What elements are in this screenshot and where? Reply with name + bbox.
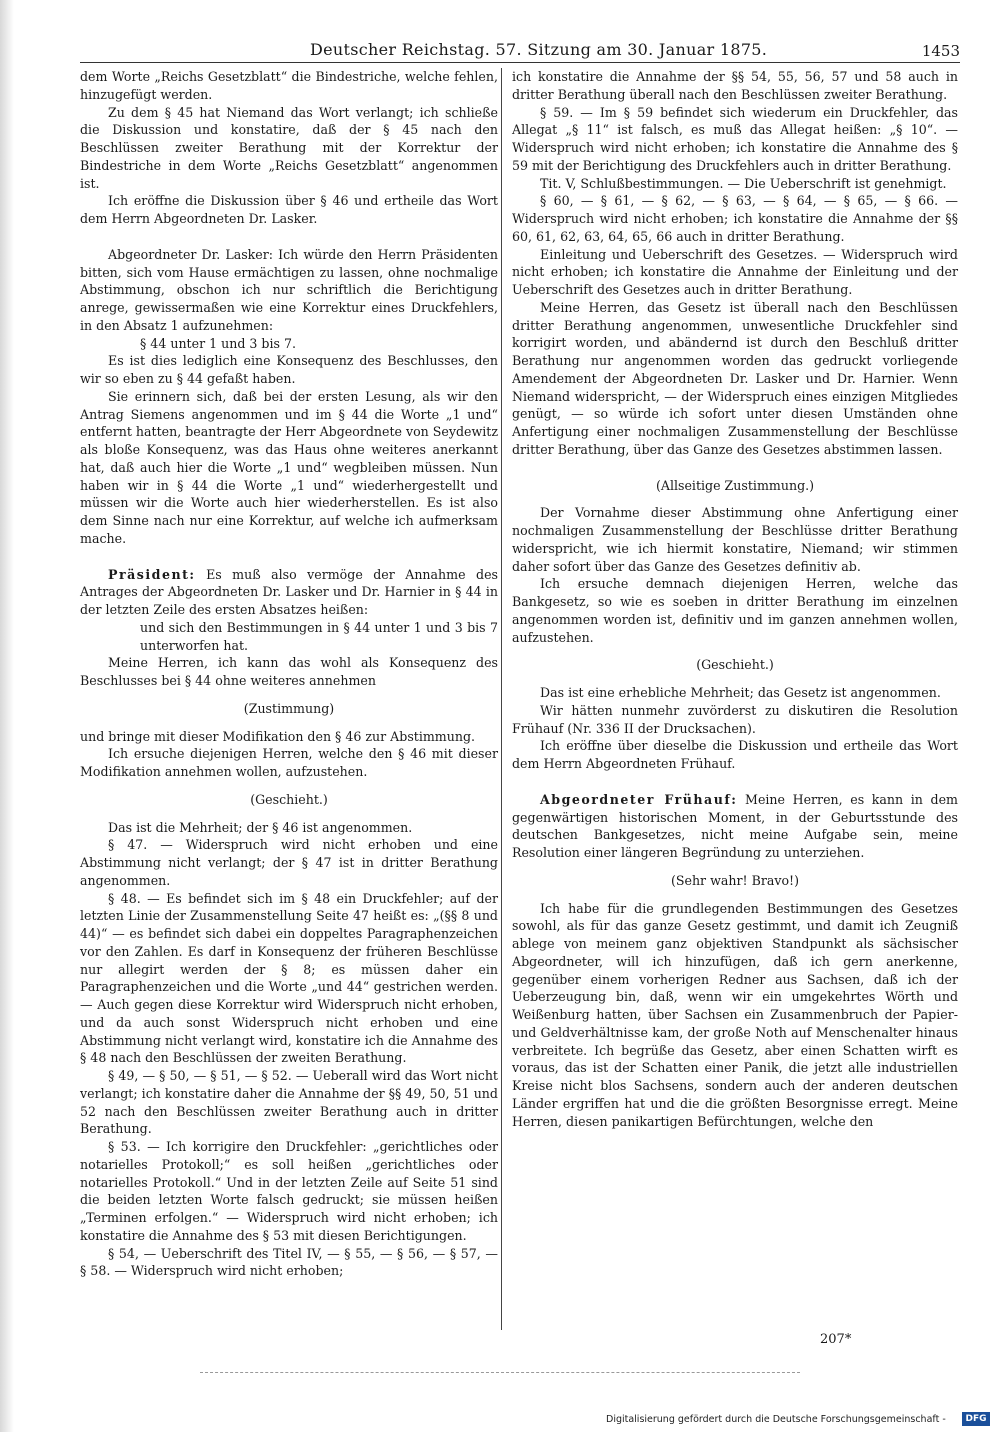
paragraph: ich konstatire die Annahme der §§ 54, 55, 56, 57 und 58 auch in dritter Berathung überall nach den Beschlüssen zweiter Berathung. <box>512 69 958 102</box>
paragraph: Es ist dies lediglich eine Konsequenz des Beschlusses, den wir so eben zu § 44 gefaßt haben. <box>80 353 498 386</box>
paragraph: Zu dem § 45 hat Niemand das Wort verlangt; ich schließe die Diskussion und konstatire, daß der § 45 nach den Beschlüssen zweiter Berathung mit der Korrektur der Bindestriche in dem Worte „Reichs Gesetzblatt“ angenommen ist. <box>80 104 498 191</box>
running-header <box>80 38 960 62</box>
header-rule <box>80 62 960 63</box>
paragraph: Das ist die Mehrheit; der § 46 ist angenommen. <box>108 819 413 835</box>
paragraph: Wir hätten nunmehr zuvörderst zu diskutiren die Resolution Frühauf (Nr. 336 II der Drucksachen). <box>512 702 958 736</box>
scan-edge-shadow <box>0 0 14 1432</box>
speech-text: Ich würde den Herrn Präsidenten bitten, sich vom Hause ermächtigen zu lassen, ohne nochmalige Abstimmung, obschon ich nur schriftlich die Berichtigung anrege, gewissermaßen wie eine Korrektur eines Druckfehlers, in den Absatz 1 aufzunehmen: <box>80 246 498 333</box>
right-column <box>512 68 958 1130</box>
interjection: (Allseitige Zustimmung.) <box>655 477 815 493</box>
paragraph: Der Vornahme dieser Abstimmung ohne Anfertigung einer nochmaligen Zusammenstellung der Beschlüsse dritter Berathung widerspricht, wie ich hiermit konstatire, Niemand; wir stimmen daher sofort über das Ganze des Gesetzes definitiv ab. <box>512 505 958 574</box>
paragraph: Sie erinnern sich, daß bei der ersten Lesung, als wir den Antrag Siemens angenommen und im § 44 die Worte „1 und“ entfernt hatten, beantragte der Herr Abgeordnete von Seydewitz als bloße Konsequenz, was das Haus ohne weiteres anerkannt hat, daß auch hier die Worte „1 und“ wegbleiben müssen. Nun haben wir in § 44 die Worte „1 und“ wiederhergestellt und müssen wir die Worte auch hier wiederherstellen. Es ist also dem Sinne nach nur eine Korrektur, auf welche ich aufmerksam mache. <box>80 388 499 546</box>
paragraph: § 54, — Ueberschrift des Titel IV, — § 55, — § 56, — § 57, — § 58. — Widerspruch wird nicht erhoben; <box>80 1245 498 1279</box>
dfg-logo: DFG <box>962 1412 990 1426</box>
paragraph: Meine Herren, das Gesetz ist überall nach den Beschlüssen dritter Berathung angenommen, unwesentliche Druckfehler sind korrigirt worden, und abändernd ist durch den Beschluß dritter Berathung nur angenommen worden das gedruckt vorliegende Amendement der Abgeordneten Dr. Lasker und Dr. Harnier. Wenn Niemand widerspricht, — der Widerspruch eines einzigen Mitgliedes genügt, — so würde ich sofort unter diesen Umständen ohne Anfertigung einer nochmaligen Zusammenstellung der Beschlüsse dritter Berathung, über das Ganze des Gesetzes abstimmen lassen. <box>512 299 958 457</box>
quoted-text: und sich den Bestimmungen in § 44 unter 1 und 3 bis 7 unterworfen hat. <box>140 619 498 653</box>
speaker-name: Abgeordneter Dr. Lasker: <box>108 246 274 262</box>
page-number: 1453 <box>921 42 960 60</box>
paragraph: § 60, — § 61, — § 62, — § 63, — § 64, — § 65, — § 66. — Widerspruch wird nicht erhoben; ich konstatire die Annahme der §§ 60, 61, 62, 63, 64, 65, 66 auch in dritter Berathung. <box>512 193 958 244</box>
paragraph: Das ist eine erhebliche Mehrheit; das Gesetz ist angenommen. <box>540 685 941 700</box>
speech-text: Es muß also vermöge der Annahme des Antrages der Abgeordneten Dr. Lasker und Dr. Harnier in § 44 in der letzten Zeile des ersten Absatzes heißen: <box>80 566 498 617</box>
interjection: (Geschieht.) <box>250 791 328 807</box>
paragraph: § 53. — Ich korrigire den Druckfehler: „gerichtliches oder notarielles Protokoll;“ es soll heißen „gerichtliches oder notarielles Protokoll.“ Und in der letzten Zeile auf Seite 51 sind die beiden letzten Worte falsch gedruckt; sie müssen heißen „Terminen erfolgen.“ — Widerspruch wird nicht erhoben; ich konstatire die Annahme des § 53 mit diesen Berichtigungen. <box>80 1139 498 1243</box>
column-divider <box>501 68 502 1330</box>
footer-rule <box>200 1372 800 1373</box>
speech-praesident <box>80 566 498 619</box>
speech-fruehauf <box>512 791 958 862</box>
paragraph: Ich ersuche diejenigen Herren, welche den § 46 mit dieser Modifikation annehmen wollen, aufzustehen. <box>80 746 498 779</box>
paragraph: Tit. V, Schlußbestimmungen. — Die Ueberschrift ist genehmigt. <box>540 175 947 191</box>
paragraph: Meine Herren, ich kann das wohl als Konsequenz des Beschlusses bei § 44 ohne weiteres annehmen <box>80 655 498 688</box>
interjection: (Zustimmung) <box>243 700 335 716</box>
interjection: (Geschieht.) <box>696 657 774 673</box>
speech-text: Meine Herren, es kann in dem gegenwärtigen historischen Moment, in der Geburtsstunde des deutschen Bankgesetzes, nicht meine Aufgabe sein, meine Resolution einer längeren Begründung zu unterziehen. <box>512 791 958 860</box>
speaker-name: Präsident: <box>108 566 196 582</box>
left-column <box>80 68 498 1280</box>
interjection: (Sehr wahr! Bravo!) <box>670 872 800 888</box>
header-title: Deutscher Reichstag. 57. Sitzung am 30. Januar 1875. <box>310 40 768 59</box>
paragraph: Ich habe für die grundlegenden Bestimmungen des Gesetzes sowohl, als für das ganze Gesetz gestimmt, und damit ich Zeugniß ablege von meinem ganz objektiven Standpunkt als sächsischer Abgeordneter, will ich hinzufügen, daß ich gern anerkenne, gegenüber einem vorherigen Redner aus Sachsen, daß ich der Ueberzeugung bin, daß, wenn wir ein umgekehrtes Wörth und Weißenburg hatten, über Sachsen ein Zusammenbruch der Papier- und Geldverhältnisse kam, der große Noth auf Menschenalter hinaus verbreitete. Ich begrüße das Gesetz, aber einen Schatten wirft es voraus, das ist der Schatten einer Panik, die jetzt alle industriellen Kreise nicht blos Sachsens, sondern auch der anderen deutschen Länder ergriffen hat und die die größten Besorgnisse erregt. Meine Herren, diesen panikartigen Befürchtungen, welche den <box>512 900 958 1129</box>
paragraph: Ich eröffne die Diskussion über § 46 und ertheile das Wort dem Herrn Abgeordneten Dr. Lasker. <box>80 193 498 226</box>
paragraph: und bringe mit dieser Modifikation den § 46 zur Abstimmung. <box>80 728 476 744</box>
paragraph: Ich ersuche demnach diejenigen Herren, welche das Bankgesetz, so wie es soeben in dritter Berathung im einzelnen angenommen worden ist, definitiv und im ganzen annehmen wollen, aufzustehen. <box>512 576 958 645</box>
paragraph: dem Worte „Reichs Gesetzblatt“ die Bindestriche, welche fehlen, hinzugefügt werden. <box>80 69 498 102</box>
paragraph: § 48. — Es befindet sich im § 48 ein Druckfehler; auf der letzten Linie der Zusammenstellung Seite 47 heißt es: „(§§ 8 und 44)“ — es befindet sich dabei ein doppeltes Paragraphenzeichen vor den Zahlen. Es darf in Konsequenz der früheren Beschlüsse nur allegirt werden der § 8; es müssen daher ein Paragraphenzeichen und die Worte „und 44“ gestrichen werden. — Auch gegen diese Korrektur wird Widerspruch nicht erhoben, und da auch sonst Widerspruch nicht erhoben und eine Abstimmung nicht verlangt wird, konstatire ich die Annahme des § 48 nach den Beschlüssen der zweiten Berathung. <box>80 890 498 1066</box>
quoted-text: § 44 unter 1 und 3 bis 7. <box>140 335 296 351</box>
speaker-name: Abgeordneter Frühauf: <box>540 791 738 807</box>
paragraph: § 59. — Im § 59 befindet sich wiederum ein Druckfehler, das Allegat „§ 11“ ist falsch, es muß das Allegat heißen: „§ 10“. — Widerspruch wird nicht erhoben; ich konstatire die Annahme des § 59 mit der Berichtigung des Druckfehlers auch in dritter Berathung. <box>512 104 958 173</box>
signature-mark: 207* <box>820 1332 852 1347</box>
paragraph: Einleitung und Ueberschrift des Gesetzes. — Widerspruch wird nicht erhoben; ich konstatire die Annahme der Einleitung und der Ueberschrift des Gesetzes auch in dritter Berathung. <box>512 246 958 297</box>
digitization-credit: Digitalisierung gefördert durch die Deutsche Forschungsgemeinschaft - <box>606 1414 946 1425</box>
speech-lasker <box>80 246 498 335</box>
paragraph: Ich eröffne über dieselbe die Diskussion und ertheile das Wort dem Herrn Abgeordneten Frühauf. <box>512 738 958 771</box>
paragraph: § 47. — Widerspruch wird nicht erhoben und eine Abstimmung nicht verlangt; der § 47 ist in dritter Berathung angenommen. <box>80 837 498 888</box>
paragraph: § 49, — § 50, — § 51, — § 52. — Ueberall wird das Wort nicht verlangt; ich konstatire daher die Annahme der §§ 49, 50, 51 und 52 nach den Beschlüssen zweiter Berathung auch in dritter Berathung. <box>80 1068 498 1137</box>
